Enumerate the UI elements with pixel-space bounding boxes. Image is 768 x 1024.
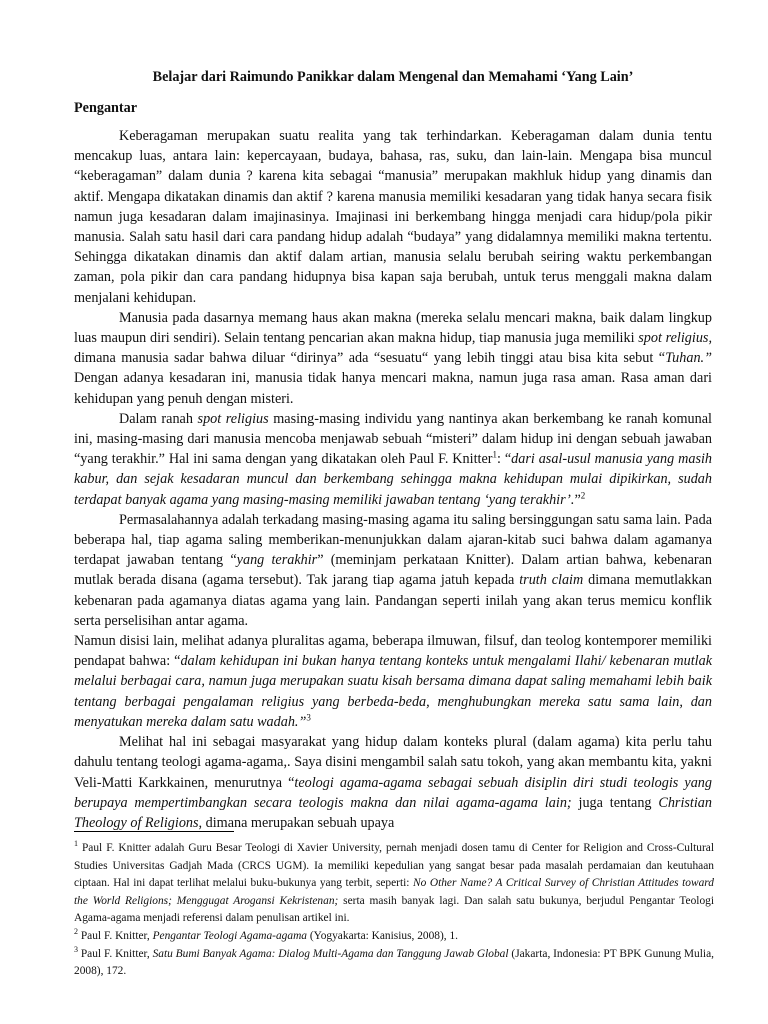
paragraph-5 [74,631,712,732]
footnote-3 [74,946,714,981]
footnote-number: 3 [74,944,78,954]
text-run: Melihat hal ini sebagai masyarakat yang hidup dalam konteks plural (dalam agama) kita perlu tahu dahulu tentang teologi agama-agama,. Saya disini mengambil salah satu tokoh, yang akan membantu kita, yakni Veli-Matti Karkkainen, menurutnya “ [74,734,712,791]
footnote-ref-1[interactable]: 1 [492,449,497,460]
footnote-number: 1 [74,839,78,849]
footnote-divider [74,831,234,832]
text-run: (Yogyakarta: Kanisius, 2008), 1. [307,929,459,942]
footnote-ref-3[interactable]: 3 [306,712,311,723]
italic-run: Tuhan.” [665,350,712,367]
paragraph-2 [74,308,712,409]
text-run: masing-masing individu yang nantinya akan berkembang ke ranah komunal ini, masing-masing dari manusia mencoba menjawab sebuah “misteri” dalam hidup ini dengan sebuah jawaban “yang terakhir.” Hal ini sama dengan yang dikatakan oleh Paul F. Knitter [74,410,712,468]
italic-quote: dari asal-usul manusia yang masih kabur, dan sejak kesadaran muncul dan berkembang sehingga makna kehidupan mulai dipikirkan, sudah terdapat banyak agama yang masing-masing memiliki jawaban tentang ‘yang terakhir’. [74,451,713,508]
italic-run: spot religius [197,410,269,427]
text-run: Dalam ranah [119,410,198,427]
text-run: dimana memutlakkan kebenaran pada agamanya diatas agama yang lain. Pandangan seperti inilah yang akan terus memicu konflik serta perselisihan antar agama. [74,572,712,629]
text-run: juga tentang [571,794,659,811]
text-run: Manusia pada dasarnya memang haus akan makna (mereka selalu mencari makna, baik dalam lingkup luas maupun diri sendiri). Selain tentang pencarian akan makna hidup, tiap manusia juga memiliki [74,309,712,347]
text-run: , dimana merupakan sebuah upaya [198,814,395,831]
paragraph-6 [74,732,712,833]
italic-run: Christian Theology of Religions [74,794,712,831]
text-run: : “ [496,451,512,468]
text-run: Dengan adanya kesadaran ini, manusia tidak hanya mencari makna, namun juga rasa aman. Rasa aman dari kehidupan yang penuh dengan misteri. [74,370,712,407]
text-run: serta masih banyak lagi. Dan salah satu bukunya, berjudul Pengantar Teologi Agama-agama menjadi referensi dalam penulisan artikel ini. [74,894,715,925]
text-run: Permasalahannya adalah terkadang masing-masing agama itu saling bersinggungan satu sama lain. Pada beberapa hal, tiap agama saling memberikan-menunjukkan dalam ajaran-kitab suci bahwa dalam agamanya terdapat jawaban tentang “ [74,511,712,569]
italic-quote: teologi agama-agama sebagai sebuah disiplin diri studi teologis yang berupaya mempertimbangkan secara teologis makna dan nilai agama-agama lain; [74,774,712,811]
text-run: (Jakarta, Indonesia: PT BPK Gunung Mulia, 2008), 172. [74,947,714,978]
text-run: ” (meminjam perkataan Knitter). Dalam artian bahwa, kebenaran mutlak berada disana (agama tersebut). Tak jarang tiap agama jatuh kepada [74,552,712,589]
footnotes [74,831,714,981]
italic-run: No Other Name? A Critical Survey of Christian Attitudes toward the World Religions; Menggugat Arogansi Kekristenan; [74,877,715,907]
text-run: dimana manusia sadar bahwa diluar “dirinya” ada “sesuatu“ yang lebih tinggi atau bisa kita sebut “ [74,350,666,367]
document-body [74,68,712,833]
italic-run: Pengantar Teologi Agama-agama [152,929,307,942]
text-run: ” [574,491,581,508]
paragraph-3 [74,409,712,510]
italic-quote: dalam kehidupan ini bukan hanya tentang konteks untuk mengalami Ilahi/ kebenaran mutlak melalui berbagai cara, namun juga merupakan suatu kisah bersama dimana dapat saling memahami lebih baik tentang berbagai pengalaman religius yang berbeda-beda, menghubungkan mereka satu sama lain, dan menyatukan mereka dalam satu wadah.” [74,653,712,730]
italic-run: yang terakhir [236,552,318,569]
document-title: Belajar dari Raimundo Panikkar dalam Mengenal dan Memahami ‘Yang Lain’ [152,69,634,85]
italic-run: truth claim [519,572,584,589]
text-run: Paul F. Knitter, [78,947,153,960]
footnote-2 [74,928,714,946]
footnote-1 [74,840,714,928]
paragraph-4 [74,510,712,631]
italic-run: spot religius, [638,330,712,347]
text-run: Paul F. Knitter adalah Guru Besar Teologi di Xavier University, pernah menjadi dosen tamu di Center for Religion and Cross-Cultural Studies Universitas Gadjah Mada (CRCS UGM). Ia memiliki kepedulian yang sangat besar pada masalah perdamaian dan keutuhaan ciptaan. Hal ini dapat terlihat melalui buku-bukunya yang terbit, seperti: [74,842,714,890]
section-heading: Pengantar [74,100,138,116]
italic-run: Satu Bumi Banyak Agama: Dialog Multi-Agama dan Tanggung Jawab Global [152,947,509,960]
text-run: Paul F. Knitter, [78,929,153,942]
footnote-number: 2 [74,927,78,937]
footnote-ref-2[interactable]: 2 [580,489,586,500]
paragraph-1: Keberagaman merupakan suatu realita yang tak terhindarkan. Keberagaman dalam dunia tentu mencakup luas, antara lain: kepercayaan, budaya, bahasa, ras, suku, dan lain-lain. Mengapa bisa muncul “keberagaman” dalam dunia ? karena kita sebagai “manusia” merupakan makhluk hidup yang dinamis dan aktif. Mengapa dikatakan dinamis dan aktif ? karena manusia memiliki kesadaran yang tidak hanya secara fisik namun juga kesadaran dalam imajinasinya. Imajinasi ini berkembang hingga menjadi cara hidup/pola pikir manusia. Salah satu hasil dari cara pandang hidup adalah “budaya” yang didalamnya memiliki makna tertentu. Sehingga dikatakan dinamis dan aktif dalam artian, manusia selalu berubah seiring waktu perkembangan zaman, pola pikir dan cara pandang hidupnya bisa kapan saja berubah, untuk terus menggali makna dalam menjalani kehidupan. [74,128,712,306]
text-run: Namun disisi lain, melihat adanya pluralitas agama, beberapa ilmuwan, filsuf, dan teolog kontemporer memiliki pendapat bahwa: “ [74,633,712,670]
